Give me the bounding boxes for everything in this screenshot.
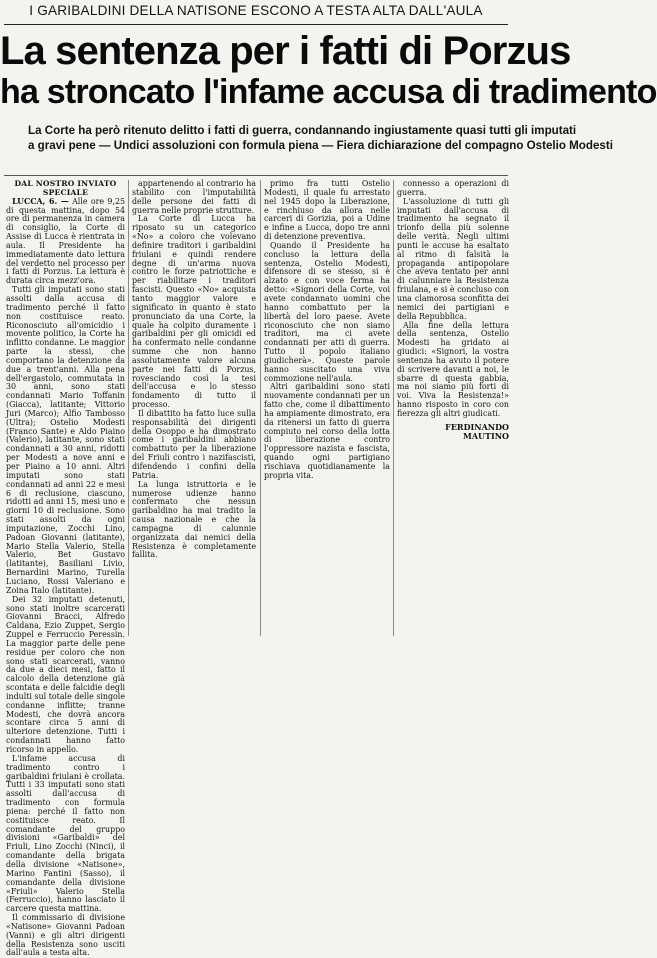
column-divider	[260, 180, 261, 636]
author-signature: FERDINANDO MAUTINO	[445, 421, 509, 441]
column-3	[264, 180, 390, 636]
paragraph: L'assoluzione di tutti gli imputati dall'accusa di tradimento ha segnato il trionfo della più solenne delle verità. Negli ultimi punti le accuse ha esaltato al ritmo di falsità la propaganda antipopolare che aveva tentato per anni di calunniare la Resistenza friulana, e si è concluso con una clamorosa sconfitta dei nemici dei partigiani e della Repubblica.	[397, 196, 509, 321]
column-divider	[128, 180, 129, 636]
dateline: DAL NOSTRO INVIATO SPECIALE	[14, 179, 117, 197]
headline-line2: ha stroncato l'infame accusa di tradimento	[0, 73, 657, 111]
paragraph: LUCCA, 6. — Alle ore 9,25 di questa mattina, dopo 54 ore di permanenza in camera di consiglio, la Corte di Assise di Lucca è rientrata in aula. Il Presidente ha immediatamente dato lettura del verdetto nel processo per i fatti di Porzus. La lettura è durata circa mezz'ora.	[6, 196, 125, 286]
kicker: I GARIBALDINI DELLA NATISONE ESCONO A TESTA ALTA DALL'AULA	[29, 3, 483, 18]
paragraph: Alla fine della lettura della sentenza, Ostelio Modesti ha gridato ai giudici: «Signori, la vostra sentenza ha avuto il potere di scrivere davanti a noi, le sbarre di questa gabbia, ma noi siamo più forti di voi. Viva la Resistenza!» hanno risposto in coro con fierezza gli altri giudicati.	[397, 320, 509, 418]
column-divider	[393, 180, 394, 636]
paragraph: Il commissario di divisione «Natisone» Giovanni Padoan (Vanni) e gli altri dirigenti della Resistenza sono usciti dall'aula a testa alta.	[6, 913, 125, 958]
subhead-line1: La Corte ha però ritenuto delitto i fatti di guerra, condannando ingiustamente quasi tutti gli imputati	[28, 124, 577, 137]
paragraph: Altri garibaldini sono stati nuovamente condannati per un fatto che, come il dibattimento ha ampiamente dimostrato, era da ritenersi un fatto di guerra compiuto nel corso della lotta di liberazione contro l'oppressore nazista e fascista, quando ogni partigiano rischiava quotidianamente la propria vita.	[264, 382, 390, 480]
paragraph: primo fra tutti Ostelio Modesti, il quale fu arrestato nel 1945 dopo la Liberazione, e rinchiuso da allora nelle carceri di Gorizia, poi a Udine e infine a Lucca, dopo tre anni di detenzione preventiva.	[264, 179, 390, 242]
article-body	[6, 179, 510, 958]
paragraph: connesso a operazioni di guerra.	[397, 179, 509, 197]
subhead	[28, 123, 613, 153]
paragraph: Il dibattito ha fatto luce sulla responsabilità dei dirigenti della Osoppo e ha dimostrato come i garibaldini abbiano combattuto per la liberazione del Friuli contro i nazifascisti, difendendo i confini della Patria.	[132, 408, 256, 480]
column-2	[132, 180, 256, 636]
mid-rule	[4, 175, 508, 176]
paragraph: L'infame accusa di tradimento contro i garibaldini friulani è crollata. Tutti i 33 imputati sono stati assolti dall'accusa di tradimento con formula piena: perché il fatto non costituisce reato. Il comandante del gruppo divisioni «Garibaldi» del Friuli, Lino Zocchi (Ninci), il comandante della brigata della divisione «Natisone», Marino Fantini (Sasso), il comandante della divisione «Friuli» Valerio Stella (Ferruccio), hanno lasciato il carcere questa mattina.	[6, 753, 125, 914]
headline-line1: La sentenza per i fatti di Porzus	[0, 29, 571, 73]
paragraph: Tutti gli imputati sono stati assolti dalla accusa di tradimento perché il fatto non costituisce reato. Riconosciuto all'omicidio i movente politico, la Corte ha inflitto condanne. Le maggior parte la stessi, che comportano la detenzione da due a trent'anni. Alla pena dell'ergastolo, commutata in 30 anni, sono stati condannati Mario Toffanin (Giacca), latitante; Vittorio Juri (Marco); Alfio Tambosso (Ultra); Ostelio Modesti (Franco Sante) e Aldo Piaino (Valerio), latitante, sono stati condannati a 30 anni, ridotti per Modesti a nove anni e per Piaino a 10 anni. Altri imputati sono stati condannati ad anni 22 e mesi 6 di reclusione, ciascuno, ridotti ad anni 15, mesi uno e giorni 10 di reclusione. Sono stati assolti da ogni imputazione, Zocchi Lino, Padoan Giovanni (latitante), Mario Stella Valerio, Stella Valerio, Bet Gustavo (latitante), Basiliani Livio, Bernardini Marino, Turella Luciano, Rossi Valeriano e Zoina Italo (latitante).	[6, 285, 125, 595]
column-1	[6, 179, 125, 958]
paragraph: Quando il Presidente ha concluso la lettura della sentenza, Ostelio Modesti, difensore di se stesso, si è alzato e con voce ferma ha detto: «Signori della Corte, voi avete condannato uomini che hanno combattuto per la libertà del loro paese. Avete riconosciuto che non siamo traditori, ma ci avete condannati per atti di guerra. Tutto il popolo italiano giudicherà». Queste parole hanno suscitato una viva commozione nell'aula.	[264, 240, 390, 383]
dateline-city: LUCCA, 6. —	[12, 196, 69, 206]
paragraph: La lunga istruttoria e le numerose udienze hanno confermato che nessun garibaldino ha mai tradito la causa nazionale e che la campagna di calunnie organizzata dai nemici della Resistenza è completamente fallita.	[132, 479, 256, 560]
subhead-line2: a gravi pene — Undici assoluzioni con formula piena — Fiera dichiarazione del compagno Ostelio Modesti	[28, 139, 613, 152]
paragraph: Dei 32 imputati detenuti, sono stati inoltre scarcerati Giovanni Bracci, Alfredo Caldana, Ezio Zuppet, Sergio Zuppel e Ferruccio Peressin. La maggior parte delle pene residue per coloro che non sono stati scarcerati, vanno da due a dieci mesi, fatto il calcolo della detenzione già scontata e delle falcidie degli indulti sul totale delle singole condanne inflitte; tranne Modesti, che dovrà ancora scontare circa 5 anni di ulteriore detenzione. Tutti i condannati hanno fatto ricorso in appello.	[6, 594, 125, 754]
paragraph: La Corte di Lucca ha riposato su un categorico «No» a coloro che volevano definire traditori i garibaldini friulani e quindi rendere degne di un'arma nuova contro le forze patriottiche e per riabilitare i traditori fascisti. Questo «No» acquista tanto maggior valore e significato in quanto è stato pronunciato da una Corte, la quale ha colpito duramente i garibaldini per gli omicidi ed ha confermato nelle condanne summe che non hanno assolutamente valore alcuna parte nei fatti di Porzus, rovesciando così la tesi dell'accusa e lo stesso fondamento di tutto il processo.	[132, 214, 256, 410]
paragraph: appartenendo al contrario ha stabilito con l'imputabilità delle persone dei fatti di guerra nelle proprie strutture.	[132, 179, 256, 215]
column-4	[397, 180, 509, 636]
top-rule	[4, 24, 508, 25]
